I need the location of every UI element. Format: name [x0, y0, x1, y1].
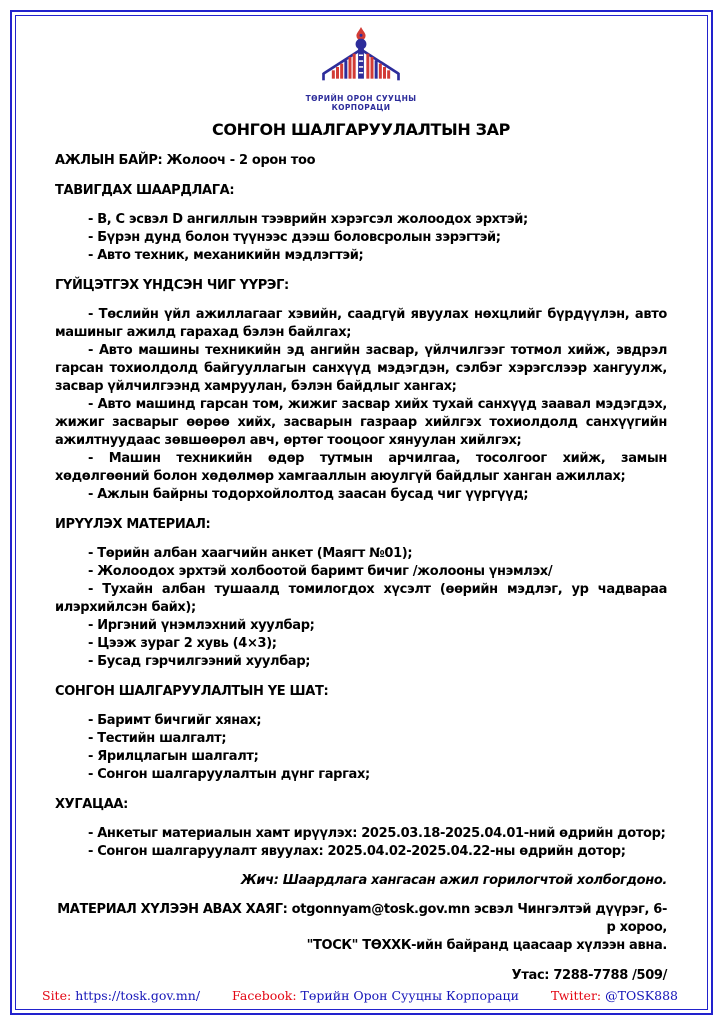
stages-list [55, 712, 667, 784]
list-item: - Авто техник, механикийн мэдлэгтэй; [88, 248, 364, 263]
phone-line: Утас: 7288-7788 /509/ [511, 968, 667, 983]
section-materials [55, 516, 667, 671]
job-position-line: АЖЛЫН БАЙР: Жолооч - 2 орон тоо [55, 153, 316, 168]
list-item: - Төслийн үйл ажиллагааг хэвийн, саадгүй явуулах нөхцлийг бүрдүүлэн, авто машиныг ажилд гарахад бэлэн байлгах; [55, 307, 667, 340]
footer-twitter [551, 988, 678, 1004]
section-heading-stages: СОНГОН ШАЛГАРУУЛАЛТЫН ҮЕ ШАТ: [55, 684, 329, 699]
list-item: - Иргэний үнэмлэхний хуулбар; [88, 618, 315, 633]
list-item: - Бүрэн дунд болон түүнээс дээш боловсролын зэрэгтэй; [88, 230, 501, 245]
list-item: - Төрийн албан хаагчийн анкет (Маягт №01); [88, 546, 413, 561]
materials-list [55, 545, 667, 671]
twitter-link[interactable]: @TOSK888 [605, 988, 678, 1003]
org-emblem-icon [311, 26, 411, 88]
list-item: - Сонгон шалгаруулалтын дүнг гаргах; [88, 767, 370, 782]
footer-facebook [232, 988, 519, 1004]
list-item: - В, С эсвэл D ангиллын тээврийн хэрэгсэл жолоодох эрхтэй; [88, 212, 528, 227]
requirements-list [55, 211, 667, 265]
list-item: - Тестийн шалгалт; [88, 731, 227, 746]
section-heading-requirements: ТАВИГДАХ ШААРДЛАГА: [55, 183, 235, 198]
list-item: - Тухайн албан тушаалд томилогдох хүсэлт (өөрийн мэдлэг, ур чадвараа илэрхийлсэн байх); [55, 582, 667, 615]
site-label: Site: [42, 988, 72, 1003]
org-logo [55, 26, 667, 112]
site-link[interactable]: https://tosk.gov.mn/ [75, 988, 201, 1003]
footer-links [42, 988, 678, 1004]
facebook-label: Facebook: [232, 988, 297, 1003]
section-heading-timeline: ХУГАЦАА: [55, 797, 128, 812]
address-line: МАТЕРИАЛ ХҮЛЭЭН АВАХ ХАЯГ: otgonnyam@tosk.gov.mn эсвэл Чингэлтэй дүүрэг, 6-р хороо, [57, 902, 667, 935]
duties-list [55, 306, 667, 504]
list-item: - Анкетыг материалын хамт ирүүлэх: 2025.03.18-2025.04.01-ний өдрийн дотор; [88, 826, 666, 841]
section-stages [55, 683, 667, 784]
address-line: "ТОСК" ТӨХХК-ийн байранд цаасаар хүлээн авна. [306, 938, 667, 953]
document-content [55, 26, 667, 985]
page-title: СОНГОН ШАЛГАРУУЛАЛТЫН ЗАР [211, 120, 511, 139]
facebook-link[interactable]: Төрийн Орон Сууцны Корпораци [300, 988, 519, 1003]
org-name [55, 94, 667, 112]
list-item: - Ярилцлагын шалгалт; [88, 749, 259, 764]
list-item: - Жолоодох эрхтэй холбоотой баримт бичиг /жолооны үнэмлэх/ [88, 564, 553, 579]
section-duties [55, 277, 667, 504]
list-item: - Авто машины техникийн эд ангийн засвар, үйлчилгээг тотмол хийж, эвдрэл гарсан тохиолдолд байгууллагын санхүүд мэдэгдэн, сэлбэг хэрэгслээр хангуулж, засвар үйлчилгээнд хамруулан, бэлэн байдлыг хангах; [55, 343, 667, 394]
note-line: Жич: Шаардлага хангасан ажил горилогчтой холбогдоно. [240, 873, 667, 888]
address-block [55, 901, 667, 955]
section-timeline [55, 796, 667, 861]
footer-site [42, 988, 200, 1004]
list-item: - Баримт бичгийг хянах; [88, 713, 262, 728]
twitter-label: Twitter: [550, 988, 602, 1003]
list-item: - Бусад гэрчилгээний хуулбар; [88, 654, 311, 669]
list-item: - Авто машинд гарсан том, жижиг засвар хийх тухай санхүүд заавал мэдэгдэх, жижиг засварыг өөрөө хийх, засварын газраар хийлгэх тохиолдолд санхүүгийн ажилтнуудаас зөвшөөрөл авч, өртөг тооцоог хянуулан хийлгэх; [55, 397, 667, 448]
section-requirements [55, 182, 667, 265]
section-heading-duties: ГҮЙЦЭТГЭХ ҮНДСЭН ЧИГ ҮҮРЭГ: [55, 278, 289, 293]
list-item: - Машин техникийн өдөр тутмын арчилгаа, тосолгоог хийж, замын хөдөлгөөний болон хөдөлмөр хамгааллын аюулгүй байдлыг ханган ажиллах; [55, 451, 667, 484]
list-item: - Цээж зураг 2 хувь (4×3); [88, 636, 277, 651]
section-heading-materials: ИРҮҮЛЭХ МАТЕРИАЛ: [55, 517, 211, 532]
timeline-list [55, 825, 667, 861]
org-name-line2: КОРПОРАЦИ [331, 103, 391, 112]
list-item: - Сонгон шалгаруулалт явуулах: 2025.04.02-2025.04.22-ны өдрийн дотор; [88, 844, 626, 859]
list-item: - Ажлын байрны тодорхойлолтод заасан бусад чиг үүргүүд; [88, 487, 529, 502]
org-name-line1: ТӨРИЙН ОРОН СУУЦНЫ [305, 94, 417, 103]
